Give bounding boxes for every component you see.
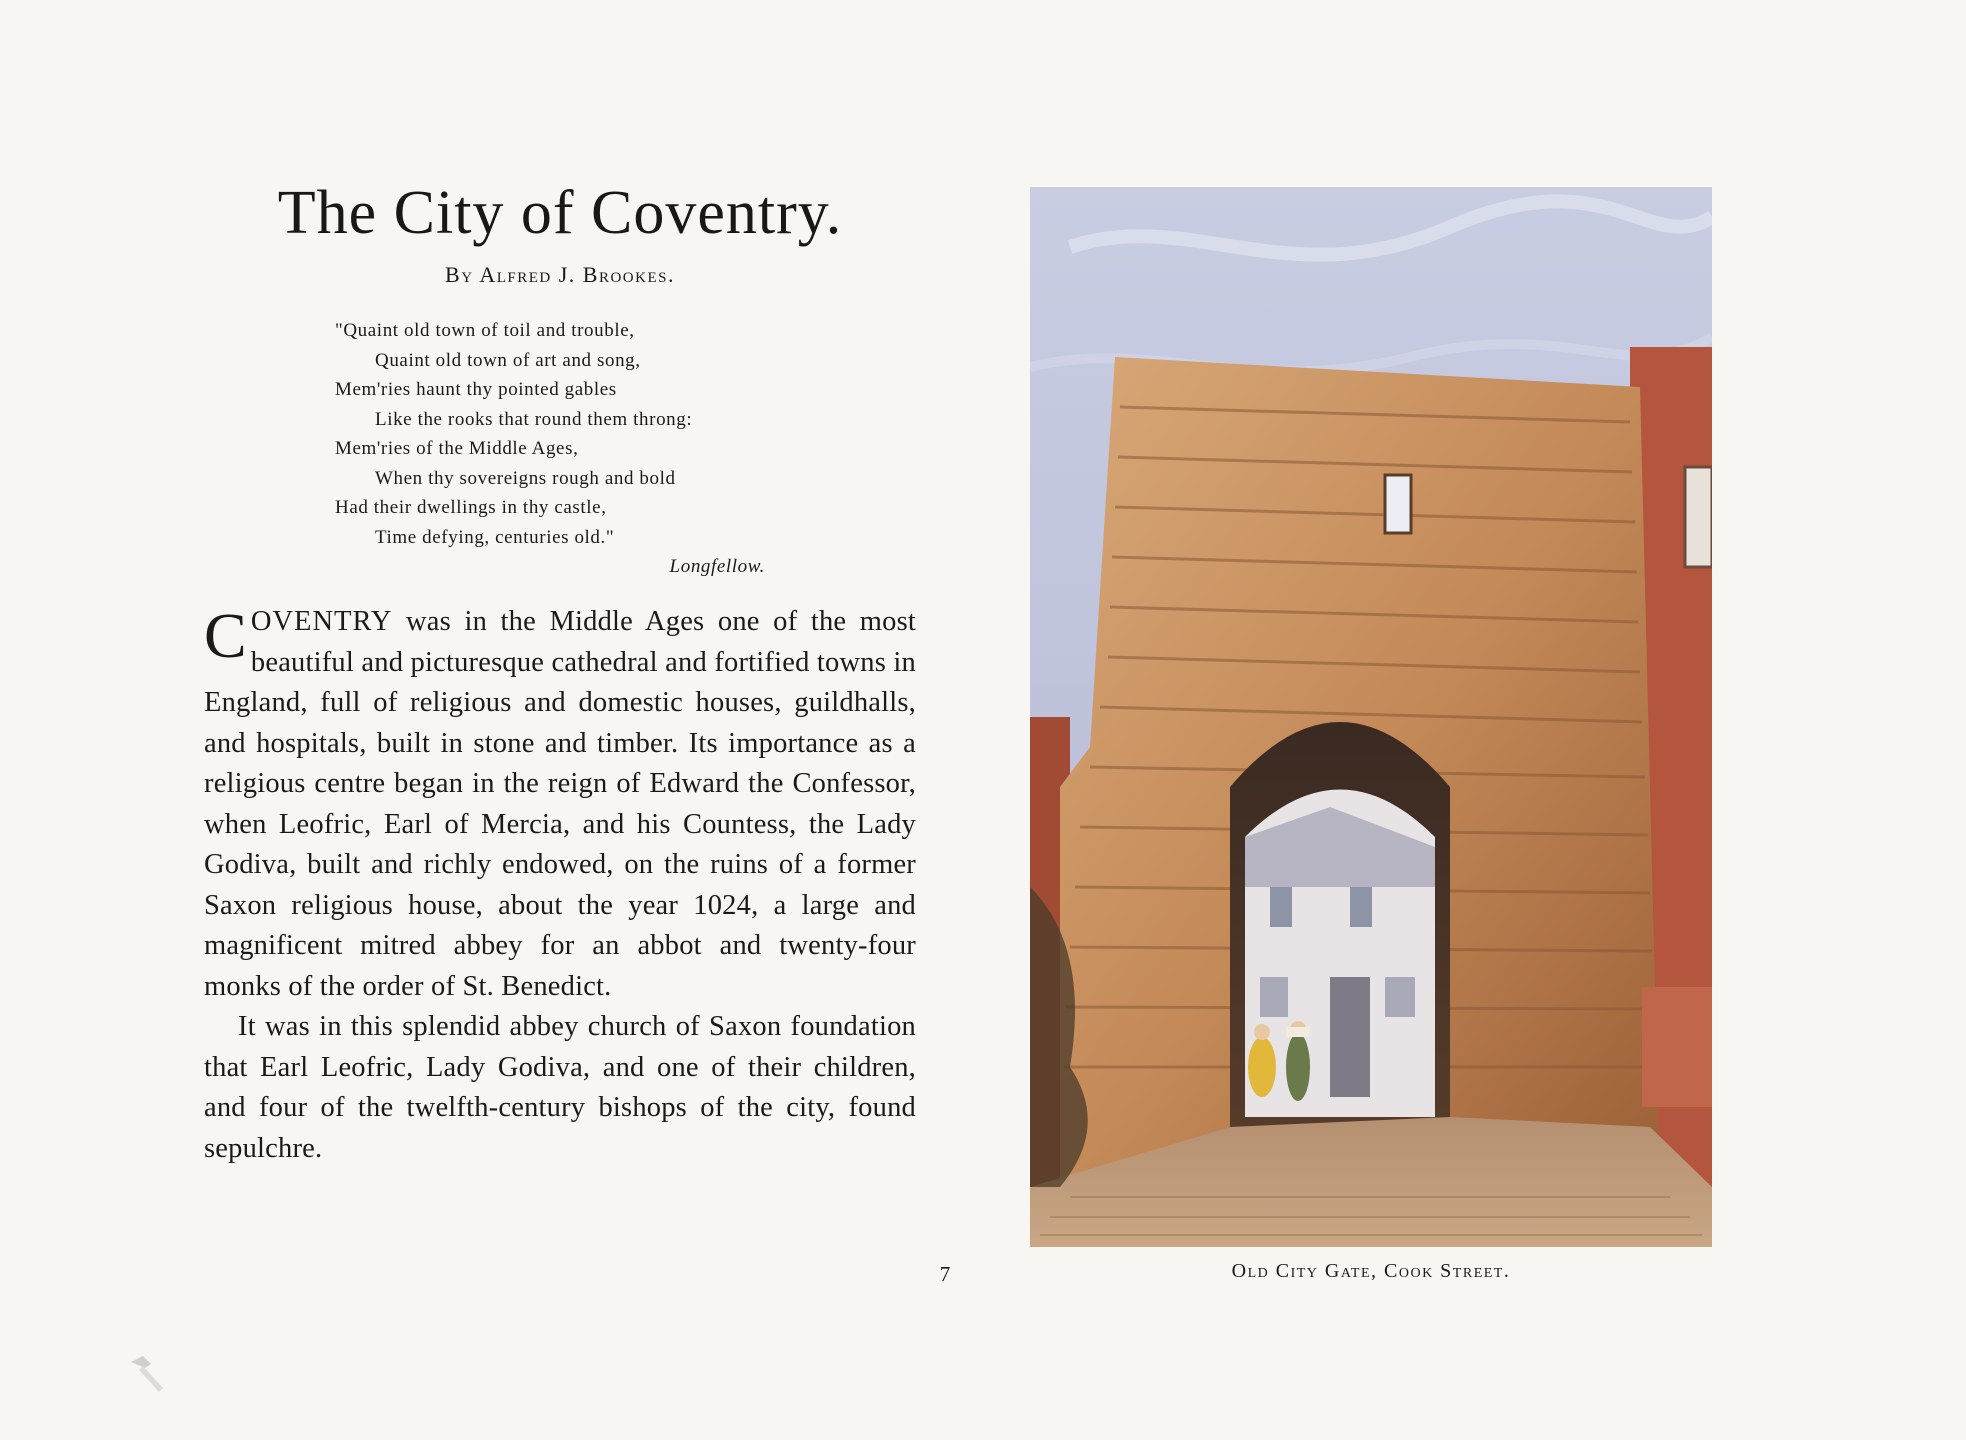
epigraph <box>335 316 775 582</box>
article-byline: By Alfred J. Brookes. <box>445 262 675 287</box>
epigraph-attribution: Longfellow. <box>669 556 765 577</box>
paragraph-2: It was in this splendid abbey church of Saxon foundation that Earl Leofric, Lady Godiva, and one of their children, and four of the twelfth-century bishops of the city, found sepulchre. <box>204 1011 916 1164</box>
paragraph-1 <box>204 602 916 1007</box>
epigraph-line: Mem'ries haunt thy pointed gables <box>335 379 617 400</box>
drop-cap: C <box>204 600 247 671</box>
epigraph-line: Mem'ries of the Middle Ages, <box>335 438 579 459</box>
illustration-old-city-gate <box>1030 187 1712 1247</box>
epigraph-line: When thy sovereigns rough and bold <box>375 467 676 489</box>
epigraph-line: "Quaint old town of toil and trouble, <box>335 320 635 341</box>
epigraph-line: Had their dwellings in thy castle, <box>335 497 607 518</box>
page-number: 7 <box>939 1262 951 1286</box>
epigraph-line: Like the rooks that round them throng: <box>375 408 693 430</box>
article-title: The City of Coventry. <box>277 179 843 247</box>
article-body <box>204 602 916 1169</box>
illustration-caption: Old City Gate, Cook Street. <box>1231 1260 1511 1282</box>
epigraph-line: Quaint old town of art and song, <box>375 349 641 371</box>
epigraph-line: Time defying, centuries old." <box>375 526 615 548</box>
lead-word: OVENTRY <box>250 606 393 637</box>
hammer-icon <box>125 1352 169 1396</box>
paragraph-1-text: was in the Middle Ages one of the most beautiful and picturesque cathedral and fortified towns in England, full of religious and domestic houses, guildhalls, and hospitals, built in stone and timber. Its importance as a religious centre began in the reign of Edward the Confessor, when Leofric, Earl of Mercia, and his Countess, the Lady Godiva, built and richly endowed, on the ruins of a former Saxon religious house, about the year 1024, a large and magnificent mitred abbey for an abbot and twenty-four monks of the order of St. Benedict. <box>204 606 916 1002</box>
